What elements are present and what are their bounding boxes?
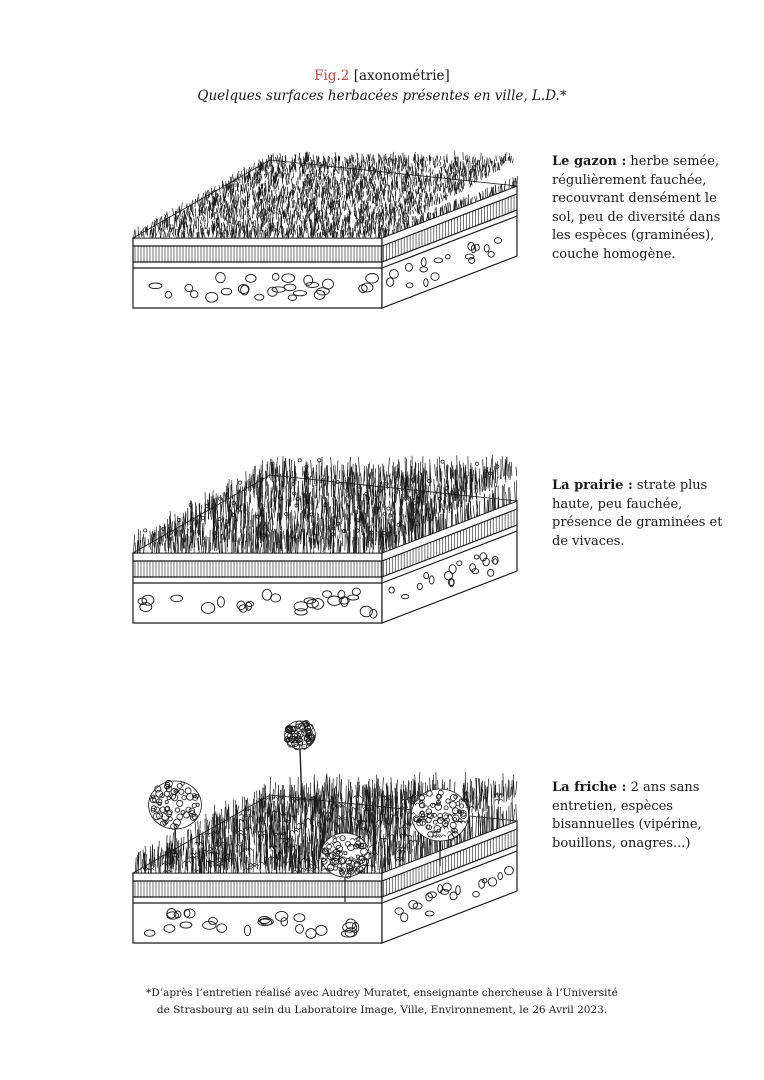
- figure-number: Fig.2: [314, 68, 350, 84]
- caption-prairie: [552, 477, 737, 551]
- caption-friche: [552, 779, 737, 853]
- figure-header: [0, 66, 764, 106]
- caption-term: La friche :: [552, 780, 627, 795]
- figure-type: [axonométrie]: [353, 68, 450, 84]
- caption-gazon: [552, 153, 737, 265]
- caption-term: La prairie :: [552, 478, 633, 493]
- caption-description: herbe semée, régulièrement fauchée, recouvrant densément le sol, peu de diversité dans les espèces (graminées), couche homogène.: [552, 154, 721, 262]
- caption-term: Le gazon :: [552, 154, 627, 169]
- figure-subtitle: Quelques surfaces herbacées présentes en ville, L.D.*: [197, 88, 567, 104]
- caption-description: strate plus haute, peu fauchée, présence de graminées et de vivaces.: [552, 478, 723, 549]
- illustration-prairie: [120, 440, 530, 620]
- figure-title: [0, 66, 764, 86]
- illustration-gazon: [120, 148, 530, 308]
- footnote: [0, 985, 764, 1019]
- footnote-line: *D’après l’entretien réalisé avec Audrey Muratet, enseignante chercheuse à l’Université: [146, 987, 618, 999]
- illustration-friche: [120, 710, 530, 940]
- footnote-line: de Strasbourg au sein du Laboratoire Image, Ville, Environnement, le 26 Avril 2023.: [156, 1004, 608, 1016]
- caption-description: 2 ans sans entretien, espèces bisannuelles (vipérine, bouillons, onagres...): [552, 780, 702, 851]
